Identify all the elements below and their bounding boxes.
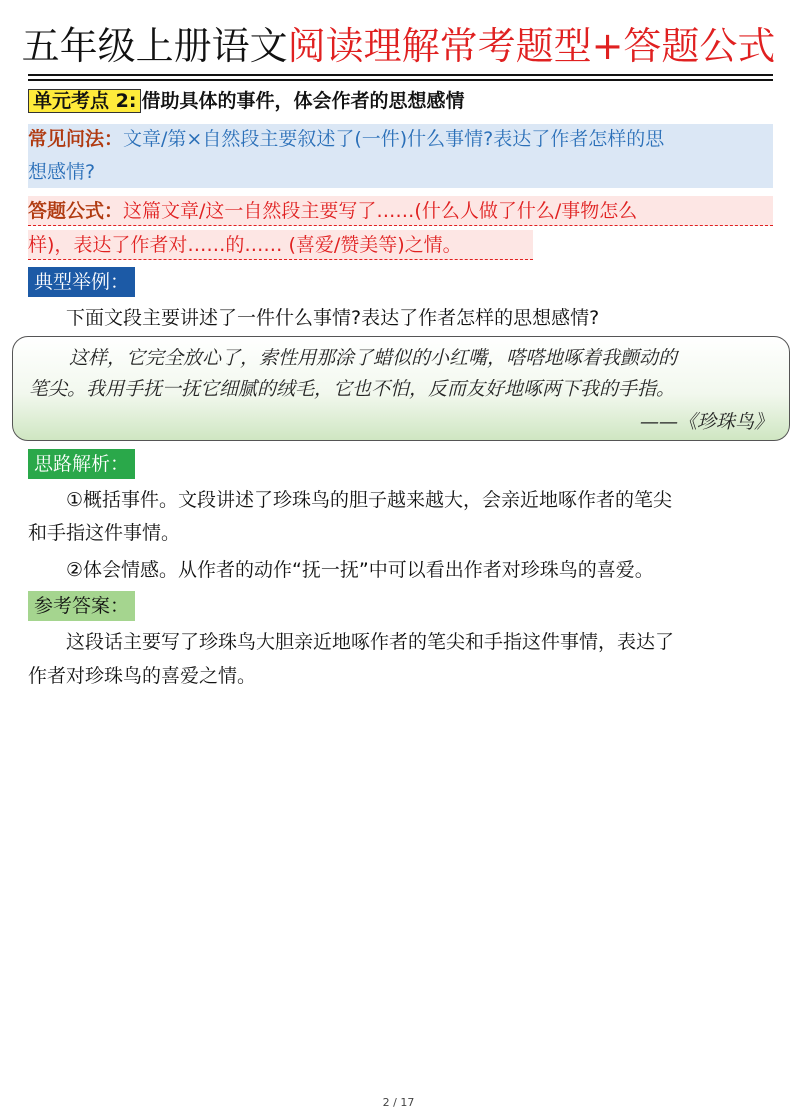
question-text-2: 想感情?: [28, 161, 96, 183]
title-red-part: 阅读理解常考题型+答题公式: [287, 24, 776, 68]
formula-text-2: 样)，表达了作者对……的…… (喜爱/赞美等)之情。: [28, 234, 462, 256]
answer-tag: 参考答案：: [28, 591, 135, 621]
title-rule-top: [28, 74, 773, 76]
formula-label: 答题公式：: [28, 200, 124, 222]
analysis-p1-line-1: ①概括事件。文段讲述了珍珠鸟的胆子越来越大，会亲近地啄作者的笔尖: [66, 489, 673, 511]
formula-line-2: [28, 230, 462, 260]
page-number: 2 / 17: [382, 1096, 415, 1109]
quote-source: ——《珍珠鸟》: [639, 411, 773, 433]
question-line-2: [28, 157, 95, 187]
page-title: [0, 22, 797, 70]
unit-point-text: 借助具体的事件，体会作者的思想感情: [141, 90, 465, 112]
unit-point-label: 单元考点 2:: [28, 89, 141, 113]
answer-line-2: 作者对珍珠鸟的喜爱之情。: [28, 665, 257, 687]
formula-text-1: 这篇文章/这一自然段主要写了……(什么人做了什么/事物怎么: [123, 200, 638, 222]
analysis-p2: ②体会情感。从作者的动作“抚一抚”中可以看出作者对珍珠鸟的喜爱。: [66, 559, 654, 581]
quote-box: [12, 336, 790, 441]
question-text-1: 文章/第×自然段主要叙述了(一件)什么事情?表达了作者怎样的思: [123, 128, 665, 150]
title-rule-bottom: [28, 79, 773, 81]
quote-line-1: 这样，它完全放心了，索性用那涂了蜡似的小红嘴，嗒嗒地啄着我颤动的: [69, 347, 678, 369]
question-line-1: [28, 124, 664, 154]
answer-line-1: 这段话主要写了珍珠鸟大胆亲近地啄作者的笔尖和手指这件事情，表达了: [66, 631, 675, 653]
analysis-tag: 思路解析：: [28, 449, 135, 479]
unit-point-line: [28, 86, 464, 116]
example-tag: 典型举例：: [28, 267, 135, 297]
analysis-p1-line-2: 和手指这件事情。: [28, 522, 181, 544]
quote-line-2: 笔尖。我用手抚一抚它细腻的绒毛，它也不怕，反而友好地啄两下我的手指。: [29, 378, 676, 400]
question-label: 常见问法：: [28, 128, 124, 150]
example-prompt: 下面文段主要讲述了一件什么事情?表达了作者怎样的思想感情?: [66, 307, 600, 329]
title-black-part: 五年级上册语文: [21, 24, 288, 68]
formula-line-1: [28, 196, 637, 226]
